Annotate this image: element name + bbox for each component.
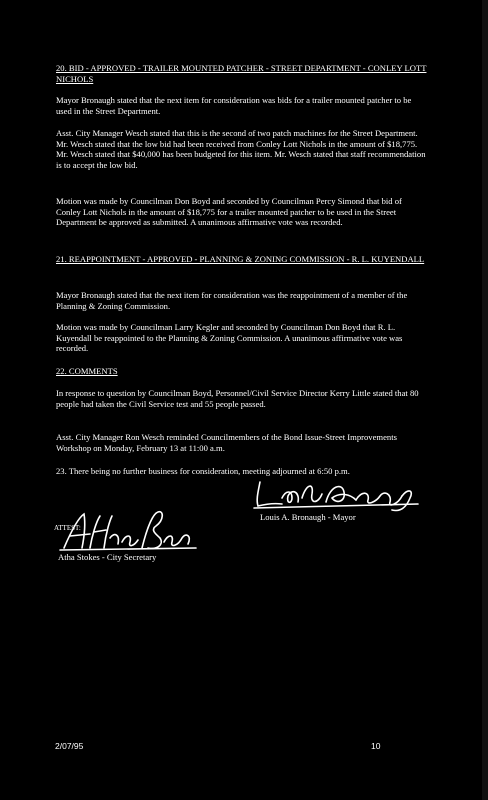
section-21-paragraph-2: Motion was made by Councilman Larry Kegler and seconded by Councilman Don Boyd that R. L. Kuyendall be reappointed to the Planning & Zoning Commission. A unanimous affirmative vote was recorded. [56,322,403,354]
secretary-signature [60,508,200,554]
mayor-name: Louis A. Bronaugh - Mayor [260,512,356,522]
section-21-heading [56,254,428,265]
mayor-signature [252,478,422,512]
footer-page-number: 10 [371,741,381,751]
section-20-paragraph-1: Mayor Bronaugh stated that the next item for consideration was bids for a trailer mounted patcher to be used in the Street Department. [56,95,412,116]
secretary-name: Atha Stokes - City Secretary [58,552,157,562]
section-20-heading-text: 20. BID - APPROVED - TRAILER MOUNTED PATCHER - STREET DEPARTMENT - CONLEY LOTT NICHOLS [56,63,427,84]
attest-label: ATTEST: [54,524,81,532]
section-21-heading-text: 21. REAPPOINTMENT - APPROVED - PLANNING & ZONING COMMISSION - R. L. KUYENDALL [56,254,425,264]
section-23-text: 23. There being no further business for consideration, meeting adjourned at 6:50 p.m. [56,466,350,476]
section-22-heading [56,366,428,377]
section-20-paragraph-2: Asst. City Manager Wesch stated that this is the second of two patch machines for the Street Department. Mr. Wesch stated that the low bid had been received from Conley Lott Nichols in the amount of $18,775. Mr. Wesch stated that $40,000 has been budgeted for this item. Mr. Wesch stated that staff recommendation is to accept the low bid. [56,128,426,170]
section-21-paragraph-1: Mayor Bronaugh stated that the next item for consideration was the reappointment of a member of the Planning & Zoning Commission. [56,290,408,311]
section-22-paragraph-2: Asst. City Manager Ron Wesch reminded Councilmembers of the Bond Issue-Street Improvements Workshop on Monday, February 13 at 11:00 a.m. [56,432,397,453]
section-20-paragraph-3: Motion was made by Councilman Don Boyd and seconded by Councilman Percy Simond that bid of Conley Lott Nichols in the amount of $18,775 for a trailer mounted patcher to be used in the Street Department be approved as submitted. A unanimous affirmative vote was recorded. [56,196,402,228]
footer-date: 2/07/95 [55,741,84,751]
section-22-heading-text: 22. COMMENTS [56,366,118,376]
section-22-paragraph-1: In response to question by Councilman Boyd, Personnel/Civil Service Director Kerry Little stated that 80 people had taken the Civil Service test and 55 people passed. [56,388,419,409]
scan-edge [482,0,488,800]
section-20-heading [56,63,428,84]
